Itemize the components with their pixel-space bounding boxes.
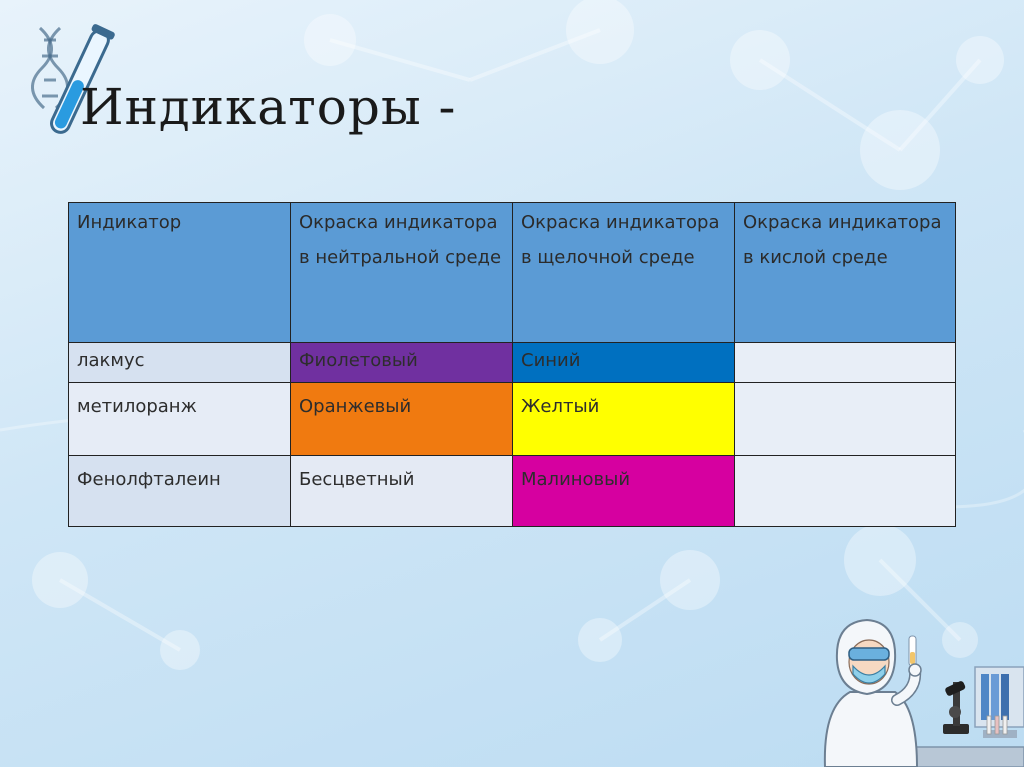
table-row xyxy=(69,383,956,456)
cell-indicator: метилоранж xyxy=(69,383,291,456)
cell-indicator: Фенолфталеин xyxy=(69,456,291,527)
header-alkaline: Окраска индикатора в щелочной среде xyxy=(513,203,735,343)
indicators-table xyxy=(68,202,956,527)
header-acidic: Окраска индикатора в кислой среде xyxy=(735,203,956,343)
cell-alkaline-color: Желтый xyxy=(513,383,735,456)
scientist-illustration xyxy=(805,612,1024,767)
cell-acidic-color xyxy=(735,456,956,527)
cell-neutral-color: Оранжевый xyxy=(291,383,513,456)
cell-alkaline-color: Синий xyxy=(513,343,735,383)
cell-neutral-color: Фиолетовый xyxy=(291,343,513,383)
slide-title: Индикаторы - xyxy=(80,78,457,136)
header-neutral: Окраска индикатора в нейтральной среде xyxy=(291,203,513,343)
cell-acidic-color xyxy=(735,343,956,383)
header-indicator: Индикатор xyxy=(69,203,291,343)
cell-alkaline-color: Малиновый xyxy=(513,456,735,527)
table-row xyxy=(69,343,956,383)
table-header-row xyxy=(69,203,956,343)
table-row xyxy=(69,456,956,527)
cell-indicator: лакмус xyxy=(69,343,291,383)
cell-acidic-color xyxy=(735,383,956,456)
cell-neutral-color: Бесцветный xyxy=(291,456,513,527)
